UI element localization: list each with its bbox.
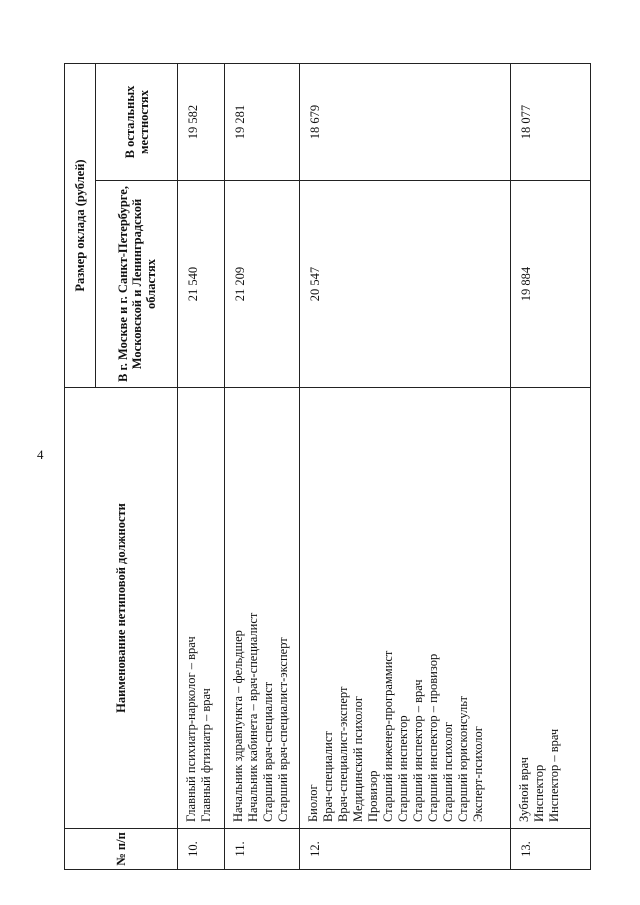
header-position-name: Наименование нетиповой должности [65, 388, 178, 829]
row-number: 13. [511, 829, 591, 870]
position-list [511, 388, 591, 829]
position-list [300, 388, 511, 829]
position-name: Главный психиатр-нарколог – врач [184, 636, 198, 822]
salary-moscow: 21 209 [225, 181, 300, 388]
position-name: Старший инженер-программист [381, 650, 395, 822]
salary-moscow: 21 540 [178, 181, 225, 388]
salary-other: 18 077 [511, 64, 591, 181]
position-name: Старший юрисконсульт [456, 696, 470, 822]
salary-moscow: 20 547 [300, 181, 511, 388]
table-row [300, 64, 511, 870]
position-name: Старший инспектор [396, 715, 410, 822]
salary-other: 19 582 [178, 64, 225, 181]
header-row-top [65, 64, 96, 870]
salary-other: 18 679 [300, 64, 511, 181]
position-name: Биолог [306, 784, 320, 822]
position-name: Провизор [366, 770, 380, 822]
row-number: 10. [178, 829, 225, 870]
position-name: Старший психолог [441, 721, 455, 822]
position-list [178, 388, 225, 829]
position-name: Старший инспектор – провизор [426, 653, 440, 822]
header-num: № п/п [65, 829, 178, 870]
salary-moscow: 19 884 [511, 181, 591, 388]
table-row [225, 64, 300, 870]
salary-table-rotated [64, 64, 590, 870]
position-name: Зубной врач [517, 757, 531, 822]
position-name: Начальник кабинета – врач-специалист [246, 612, 260, 822]
position-name: Медицинский психолог [351, 696, 365, 822]
position-name: Начальник здравпункта – фельдшер [231, 630, 245, 822]
salary-table [64, 63, 591, 870]
header-salary-other: В остальных местностях [96, 64, 178, 181]
header-salary-moscow: В г. Москве и г. Санкт-Петербурге, Московской и Ленинградской областях [96, 181, 178, 388]
header-salary: Размер оклада (рублей) [65, 64, 96, 388]
position-name: Старший врач-специалист-эксперт [276, 637, 290, 822]
position-name: Врач-специалист [321, 731, 335, 822]
position-name: Врач-специалист-эксперт [336, 686, 350, 822]
position-name: Эксперт-психолог [471, 726, 485, 822]
position-name: Инспектор [532, 764, 546, 822]
position-name: Инспектор – врач [547, 728, 561, 822]
position-name: Главный фтизиатр – врач [199, 688, 213, 822]
position-name: Старший инспектор – врач [411, 679, 425, 822]
page-number: 4 [37, 447, 44, 462]
table-row [511, 64, 591, 870]
table-row [178, 64, 225, 870]
position-list [225, 388, 300, 829]
salary-other: 19 281 [225, 64, 300, 181]
position-name: Старший врач-специалист [261, 681, 275, 822]
salary-table-wrapper [64, 64, 590, 870]
row-number: 12. [300, 829, 511, 870]
row-number: 11. [225, 829, 300, 870]
